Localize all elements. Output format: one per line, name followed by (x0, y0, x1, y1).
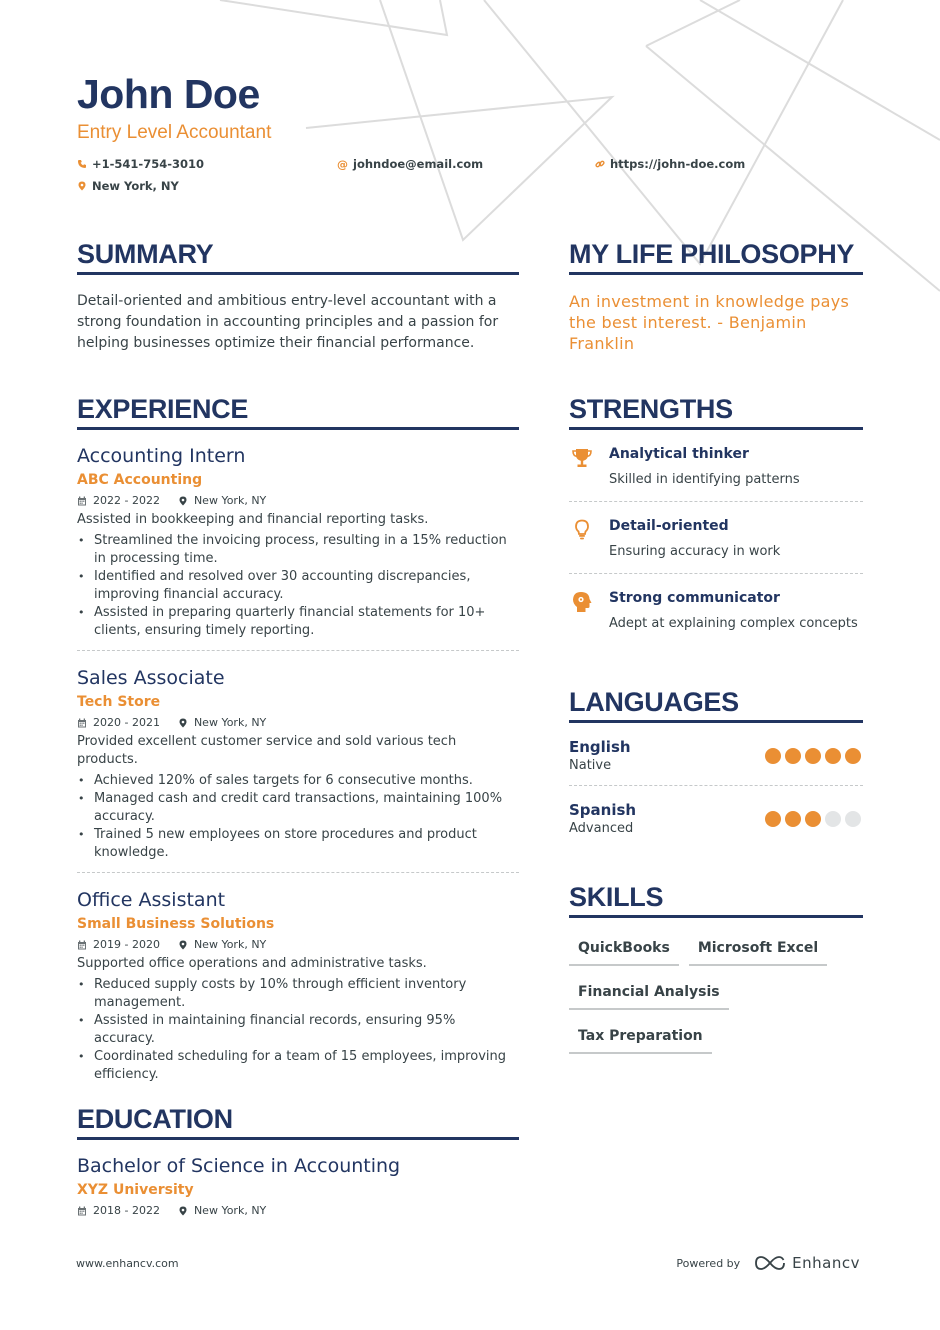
location-pin-icon (178, 718, 188, 728)
skill-tag: Financial Analysis (569, 978, 729, 1010)
job-bullet: • Coordinated scheduling for a team of 15 employees, improving efficiency. (77, 1048, 519, 1084)
job-location-text: New York, NY (193, 494, 267, 507)
philosophy-quote: An investment in knowledge pays the best interest. - Benjamin Franklin (569, 292, 850, 353)
job-dates-text: 2019 - 2020 (93, 938, 160, 951)
job-location-text: New York, NY (193, 716, 267, 729)
phone-text: +1-541-754-3010 (92, 157, 204, 171)
skills-heading: SKILLS (569, 881, 863, 918)
rating-dot-filled (805, 748, 821, 764)
job-dates (77, 937, 160, 952)
brand-name: Enhancv (792, 1254, 860, 1272)
skill-tag: Tax Preparation (569, 1022, 712, 1054)
philosophy-section (569, 238, 863, 354)
job-meta (77, 715, 519, 730)
education-location (178, 1203, 266, 1218)
link-icon (595, 159, 605, 169)
education-dates-text: 2018 - 2022 (93, 1204, 160, 1217)
language-level: Advanced (569, 821, 634, 836)
location-text: New York, NY (92, 179, 179, 193)
job-description: Supported office operations and administrative tasks. (77, 956, 427, 971)
job-role: Sales Associate (77, 667, 225, 689)
page-footer (76, 1254, 860, 1272)
job-bullets (77, 976, 519, 1084)
job-bullet: • Managed cash and credit card transactions, maintaining 100% accuracy. (77, 790, 519, 826)
language-rating (765, 811, 863, 827)
experience-section (77, 393, 519, 1108)
experience-heading: EXPERIENCE (77, 393, 519, 430)
trophy-icon (570, 446, 594, 470)
strength-item (569, 574, 863, 645)
candidate-name: John Doe (77, 71, 260, 117)
strength-description: Skilled in identifying patterns (609, 472, 800, 487)
powered-by (676, 1254, 860, 1272)
strength-description: Adept at explaining complex concepts (609, 616, 858, 631)
job-company: Small Business Solutions (77, 916, 275, 932)
brand-logo[interactable] (754, 1254, 860, 1272)
contact-website[interactable] (595, 157, 745, 171)
rating-dot-empty (845, 811, 861, 827)
job-location (178, 493, 266, 508)
rating-dot-filled (845, 748, 861, 764)
footer-website-link[interactable]: www.enhancv.com (76, 1256, 179, 1270)
language-name: English (569, 738, 631, 756)
job-bullet: • Assisted in preparing quarterly financial statements for 10+ clients, ensuring timely reporting. (77, 604, 519, 640)
summary-section (77, 238, 519, 354)
strength-title: Strong communicator (609, 590, 780, 606)
job-bullet: • Trained 5 new employees on store procedures and product knowledge. (77, 826, 519, 862)
job-bullet: • Assisted in maintaining financial records, ensuring 95% accuracy. (77, 1012, 519, 1048)
rating-dot-filled (805, 811, 821, 827)
strengths-section (569, 393, 863, 645)
location-pin-icon (178, 1206, 188, 1216)
language-item (569, 723, 863, 786)
at-icon: @ (337, 157, 348, 171)
job-dates (77, 493, 160, 508)
contact-email[interactable] (337, 157, 483, 171)
education-dates (77, 1203, 160, 1218)
job-entry (77, 665, 519, 873)
job-dates-text: 2020 - 2021 (93, 716, 160, 729)
job-dates (77, 715, 160, 730)
job-location (178, 937, 266, 952)
education-heading: EDUCATION (77, 1103, 519, 1140)
language-rating (765, 748, 863, 764)
strength-description: Ensuring accuracy in work (609, 544, 781, 559)
education-meta (77, 1203, 519, 1218)
education-section (77, 1103, 519, 1218)
strengths-heading: STRENGTHS (569, 393, 863, 430)
job-company: Tech Store (77, 694, 161, 710)
strength-item (569, 502, 863, 574)
location-pin-icon (178, 940, 188, 950)
calendar-icon (77, 1206, 87, 1216)
email-text: johndoe@email.com (353, 157, 484, 171)
calendar-icon (77, 496, 87, 506)
rating-dot-empty (825, 811, 841, 827)
rating-dot-filled (785, 811, 801, 827)
job-location (178, 715, 266, 730)
website-text: https://john-doe.com (610, 157, 746, 171)
language-name: Spanish (569, 801, 637, 819)
strength-title: Analytical thinker (609, 446, 749, 462)
job-entry (77, 887, 519, 1094)
phone-icon (77, 159, 87, 169)
skill-tag: QuickBooks (569, 934, 679, 966)
job-description: Provided excellent customer service and sold various tech products. (77, 734, 457, 767)
skill-tag: Microsoft Excel (689, 934, 827, 966)
summary-heading: SUMMARY (77, 238, 519, 275)
language-level: Native (569, 758, 612, 773)
languages-heading: LANGUAGES (569, 686, 863, 723)
enhancv-logo-icon (754, 1255, 786, 1271)
job-bullet: • Identified and resolved over 30 accounting discrepancies, improving financial accuracy. (77, 568, 519, 604)
skills-section (569, 881, 863, 1066)
job-bullets (77, 772, 519, 862)
location-pin-icon (77, 181, 87, 191)
job-role: Office Assistant (77, 889, 226, 911)
job-meta (77, 937, 519, 952)
job-bullet: • Achieved 120% of sales targets for 6 consecutive months. (77, 772, 519, 790)
summary-text: Detail-oriented and ambitious entry-level accountant with a strong foundation in accounting principles and a passion for helping businesses optimize their financial performance. (77, 293, 499, 351)
contact-phone[interactable] (77, 157, 204, 171)
job-dates-text: 2022 - 2022 (93, 494, 160, 507)
rating-dot-filled (765, 811, 781, 827)
job-bullets (77, 532, 519, 640)
location-pin-icon (178, 496, 188, 506)
education-entry (77, 1153, 519, 1218)
powered-by-label: Powered by (676, 1256, 741, 1270)
job-entry (77, 443, 519, 651)
job-bullet: • Reduced supply costs by 10% through efficient inventory management. (77, 976, 519, 1012)
job-meta (77, 493, 519, 508)
job-role: Accounting Intern (77, 445, 246, 467)
candidate-title: Entry Level Accountant (77, 122, 272, 143)
education-degree: Bachelor of Science in Accounting (77, 1155, 401, 1177)
job-company: ABC Accounting (77, 472, 203, 488)
job-location-text: New York, NY (193, 938, 267, 951)
rating-dot-filled (785, 748, 801, 764)
strength-item (569, 430, 863, 502)
rating-dot-filled (765, 748, 781, 764)
philosophy-heading: MY LIFE PHILOSOPHY (569, 238, 863, 275)
education-location-text: New York, NY (193, 1204, 267, 1217)
contact-location (77, 179, 179, 193)
skills-list (569, 934, 863, 1066)
calendar-icon (77, 718, 87, 728)
education-school: XYZ University (77, 1182, 194, 1198)
head-icon (570, 590, 594, 614)
language-item (569, 786, 863, 848)
languages-section (569, 686, 863, 848)
job-description: Assisted in bookkeeping and financial reporting tasks. (77, 512, 429, 527)
job-bullet: • Streamlined the invoicing process, resulting in a 15% reduction in processing time. (77, 532, 519, 568)
lightbulb-icon (570, 518, 594, 542)
contact-info (77, 151, 877, 197)
strength-title: Detail-oriented (609, 518, 729, 534)
calendar-icon (77, 940, 87, 950)
resume-header (77, 70, 877, 197)
rating-dot-filled (825, 748, 841, 764)
